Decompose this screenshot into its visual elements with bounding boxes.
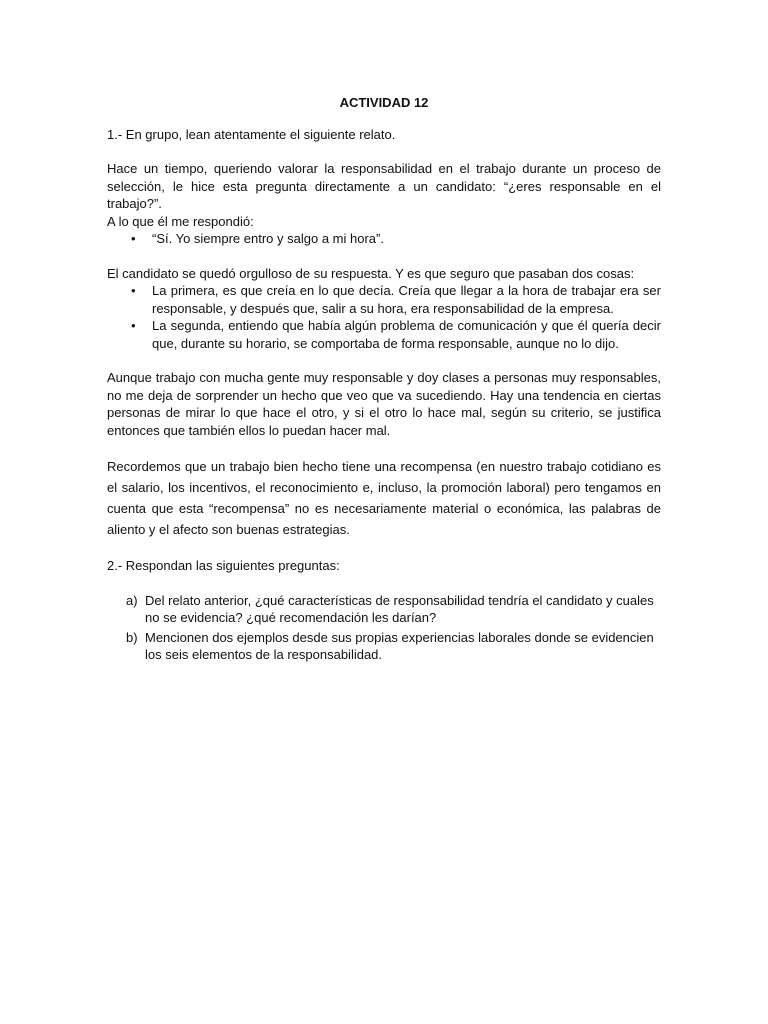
bullet-list-2: [107, 282, 661, 352]
list-item-text: La primera, es que creía en lo que decía. Creía que llegar a la hora de trabajar era ser responsable, y después que, salir a su hora, era responsabilidad de la empresa.: [152, 283, 661, 316]
bullet-list-1: [107, 230, 661, 248]
question-text: Del relato anterior, ¿qué características de responsabilidad tendría el candidato y cuales no se evidencia? ¿qué recomendación les darían?: [145, 592, 654, 625]
paragraph-1: Hace un tiempo, queriendo valorar la responsabilidad en el trabajo durante un proceso de selección, le hice esta pregunta directamente a un candidato: “¿eres responsable en el trabajo?”.: [107, 161, 661, 211]
list-item-text: La segunda, entiendo que había algún problema de comunicación y que él quería decir que, durante su horario, se comportaba de forma responsable, aunque no lo dijo.: [152, 318, 661, 351]
section-2-heading: 2.- Respondan las siguientes preguntas:: [107, 558, 340, 573]
page-title: ACTIVIDAD 12: [339, 95, 429, 110]
question-item: [107, 592, 661, 627]
question-text: Mencionen dos ejemplos desde sus propias experiencias laborales donde se evidencien los seis elementos de la responsabilidad.: [145, 629, 654, 662]
list-item: [107, 317, 661, 352]
question-item: [107, 629, 661, 664]
bullet-icon: •: [131, 318, 136, 333]
bullet-icon: •: [131, 283, 136, 298]
paragraph-2: El candidato se quedó orgulloso de su respuesta. Y es que seguro que pasaban dos cosas:: [107, 265, 635, 281]
paragraph-4: Recordemos que un trabajo bien hecho tiene una recompensa (en nuestro trabajo cotidiano es el salario, los incentivos, el reconocimiento e, incluso, la promoción laboral) pero tengamos en cuenta que esta “recompensa” no es necesariamente material o económica, las palabras de aliento y el afecto son buenas estrategias.: [107, 459, 661, 537]
list-item: [107, 282, 661, 317]
question-list: [107, 592, 661, 664]
paragraph-3: Aunque trabajo con mucha gente muy responsable y doy clases a personas muy responsables, no me deja de sorprender un hecho que veo que va sucediendo. Hay una tendencia en ciertas personas de mirar lo que hace el otro, y si el otro lo hace mal, según su criterio, se justifica entonces que también ellos lo puedan hacer mal.: [107, 370, 661, 438]
document-body: [107, 94, 661, 666]
paragraph-1-tail: A lo que él me respondió:: [107, 213, 254, 229]
list-item-text: “Sí. Yo siempre entro y salgo a mi hora”.: [152, 231, 384, 246]
bullet-icon: •: [131, 231, 136, 246]
section-1-heading: 1.- En grupo, lean atentamente el siguiente relato.: [107, 126, 396, 142]
question-label: b): [126, 629, 138, 645]
question-label: a): [126, 592, 138, 608]
list-item: [107, 230, 661, 248]
